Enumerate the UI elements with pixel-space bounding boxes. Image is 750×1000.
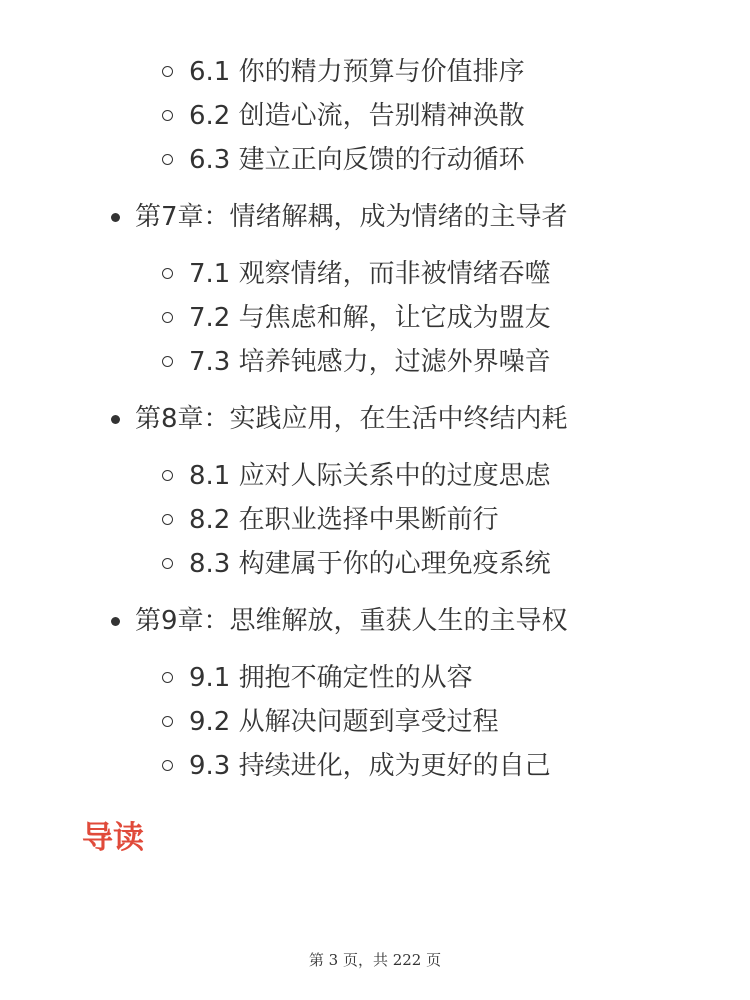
toc-section-label: 6.3 建立正向反馈的行动循环: [189, 145, 525, 175]
hollow-circle-bullet-icon: [162, 356, 173, 367]
toc-chapter-label: 第9章：思维解放，重获人生的主导权: [135, 606, 568, 636]
page-footer: 第 3 页，共 222 页: [308, 951, 442, 969]
toc-section-label: 9.1 拥抱不确定性的从容: [189, 663, 473, 693]
filled-circle-bullet-icon: [111, 617, 120, 626]
hollow-circle-bullet-icon: [162, 514, 173, 525]
toc-section-label: 6.2 创造心流，告别精神涣散: [189, 101, 525, 131]
hollow-circle-bullet-icon: [162, 110, 173, 121]
hollow-circle-bullet-icon: [162, 558, 173, 569]
toc-section-label: 7.2 与焦虑和解，让它成为盟友: [189, 303, 551, 333]
hollow-circle-bullet-icon: [162, 312, 173, 323]
section-heading: 导读: [82, 820, 144, 856]
toc-chapter-label: 第7章：情绪解耦，成为情绪的主导者: [135, 202, 568, 232]
toc-section-label: 9.3 持续进化，成为更好的自己: [189, 751, 551, 781]
toc-section-label: 9.2 从解决问题到享受过程: [189, 707, 499, 737]
hollow-circle-bullet-icon: [162, 268, 173, 279]
filled-circle-bullet-icon: [111, 415, 120, 424]
hollow-circle-bullet-icon: [162, 154, 173, 165]
hollow-circle-bullet-icon: [162, 672, 173, 683]
toc-section-label: 8.1 应对人际关系中的过度思虑: [189, 461, 551, 491]
hollow-circle-bullet-icon: [162, 716, 173, 727]
filled-circle-bullet-icon: [111, 213, 120, 222]
toc-section-label: 7.3 培养钝感力，过滤外界噪音: [189, 347, 551, 377]
toc-chapter-label: 第8章：实践应用，在生活中终结内耗: [135, 404, 568, 434]
toc-section-label: 7.1 观察情绪，而非被情绪吞噬: [189, 259, 551, 289]
hollow-circle-bullet-icon: [162, 66, 173, 77]
toc-section-label: 8.2 在职业选择中果断前行: [189, 505, 499, 535]
toc-section-label: 6.1 你的精力预算与价值排序: [189, 57, 525, 87]
toc-section-label: 8.3 构建属于你的心理免疫系统: [189, 549, 551, 579]
hollow-circle-bullet-icon: [162, 760, 173, 771]
hollow-circle-bullet-icon: [162, 470, 173, 481]
